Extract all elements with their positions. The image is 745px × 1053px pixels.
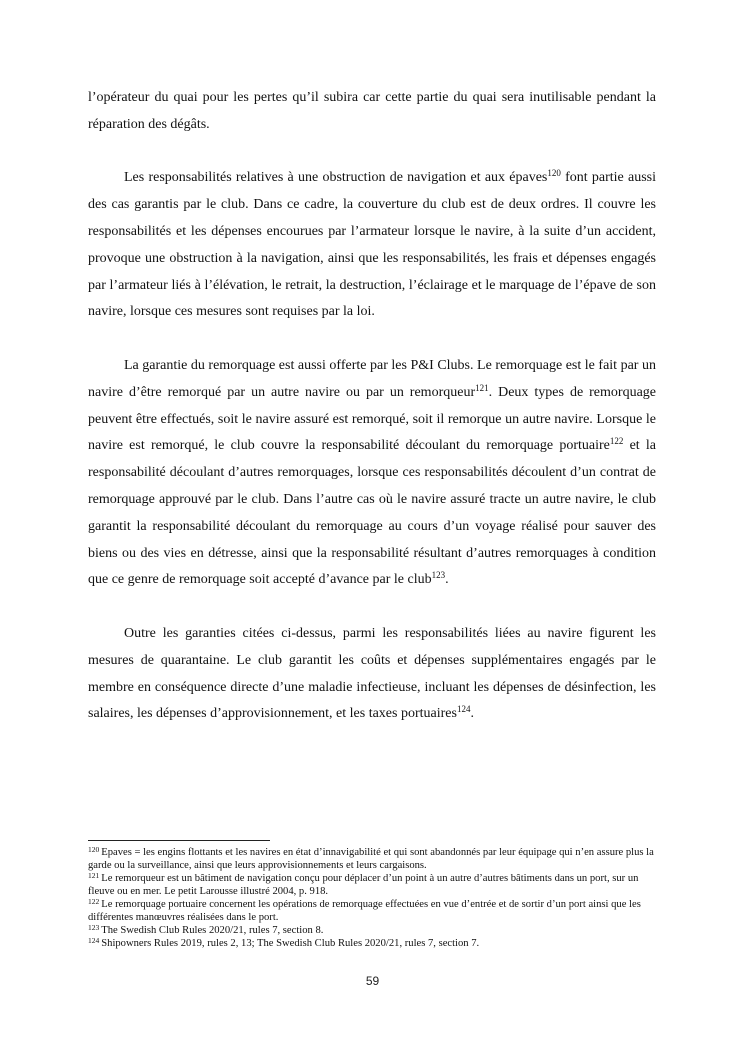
footnote-separator <box>88 840 270 841</box>
footnote-reference-120[interactable]: 120 <box>547 168 561 179</box>
footnote-text: Shipowners Rules 2019, rules 2, 13; The Swedish Club Rules 2020/21, rules 7, section 7. <box>101 938 480 949</box>
footnote-120 <box>88 846 656 872</box>
paragraph-text: l’opérateur du quai pour les pertes qu’il subira car cette partie du quai sera inutilisable pendant la réparation des dégâts. <box>88 90 656 132</box>
footnote-text: Le remorquage portuaire concernent les opérations de remorquage effectuées en vue d’entrée et de sortir d’un port ainsi que les différentes manœuvres réalisées dans le port. <box>88 899 641 923</box>
footnote-reference-124[interactable]: 124 <box>456 704 471 715</box>
paragraph-text: font partie aussi des cas garantis par le club. Dans ce cadre, la couverture du club est de deux ordres. Il couvre les responsabilités et les dépenses encourues par l’armateur lorsque le navire, à la suite d’un accident, provoque une obstruction à la navigation, ainsi que les responsabilités, les frais et dépenses engagés par l’armateur liés à l’élévation, le retrait, la destruction, l’éclairage et le marquage de l’épave de son navire, lorsque ces mesures sont requises par la loi. <box>88 170 657 320</box>
footnote-122 <box>88 898 656 924</box>
paragraph-text: . Deux types de remorquage peuvent être effectués, soit le navire assuré est remorqué, soit il remorque un autre navire. Lorsque le navire est remorqué, le club couvre la responsabilité découlant du remorquage portuaire <box>88 384 657 454</box>
footnote-121 <box>88 872 656 898</box>
paragraph-quarantine <box>88 621 656 728</box>
footnote-reference-123[interactable]: 123 <box>431 570 446 581</box>
paragraph-towage <box>88 353 656 594</box>
footnote-number: 122 <box>88 897 100 906</box>
paragraph-obstruction <box>88 165 656 326</box>
footnote-text: The Swedish Club Rules 2020/21, rules 7, section 8. <box>101 925 324 936</box>
footnote-reference-121[interactable]: 121 <box>475 382 489 393</box>
paragraph-text: La garantie du remorquage est aussi offerte par les P&I Clubs. Le remorquage est le fait par un navire d’être remorqué par un autre navire ou par un remorqueur <box>88 357 656 400</box>
footnote-number: 120 <box>88 845 100 854</box>
paragraph-text: . <box>445 572 449 588</box>
footnote-text: Le remorqueur est un bâtiment de navigation conçu pour déplacer d’un point à un autre d’autres bâtiments dans un port, sur un fleuve ou en mer. Le petit Larousse illustré 2004, p. 918. <box>88 873 639 897</box>
paragraph-text: Outre les garanties citées ci-dessus, parmi les responsabilités liées au navire figurent les mesures de quarantaine. Le club garantit les coûts et dépenses supplémentaires engagés par le membre en conséquence directe d’une maladie infectieuse, incluant les dépenses de désinfection, les salaires, les dépenses d’approvisionnement, et les taxes portuaires <box>88 625 656 722</box>
paragraph-text: Les responsabilités relatives à une obstruction de navigation et aux épaves <box>124 170 548 186</box>
paragraph-text: . <box>470 706 474 722</box>
footnote-reference-122[interactable]: 122 <box>609 436 624 447</box>
footnotes <box>88 846 656 950</box>
paragraph-continuation <box>88 85 656 139</box>
body-text <box>88 85 656 755</box>
footnote-number: 123 <box>88 923 100 932</box>
footnote-124 <box>88 937 656 950</box>
footnote-123 <box>88 924 656 937</box>
footnote-number: 121 <box>88 871 100 880</box>
page-number: 59 <box>365 974 380 988</box>
footnote-text: Epaves = les engins flottants et les navires en état d’innavigabilité et qui sont abandonnés par leur équipage qui n’en assure plus la garde ou la surveillance, ainsi que leurs approvisionnements et leurs cargaisons. <box>88 847 654 871</box>
paragraph-text: et la responsabilité découlant d’autres remorquages, lorsque ces responsabilités découlent d’un contrat de remorquage approuvé par le club. Dans l’autre cas où le navire assuré tracte un autre navire, le club garantit la responsabilité découlant du remorquage au cours d’un voyage réalisé pour sauver des biens ou des vies en détresse, ainsi que la responsabilité résultant d’autres remorquages à condition que ce genre de remorquage soit accepté d’avance par le club <box>88 438 656 588</box>
footnote-number: 124 <box>88 936 100 945</box>
